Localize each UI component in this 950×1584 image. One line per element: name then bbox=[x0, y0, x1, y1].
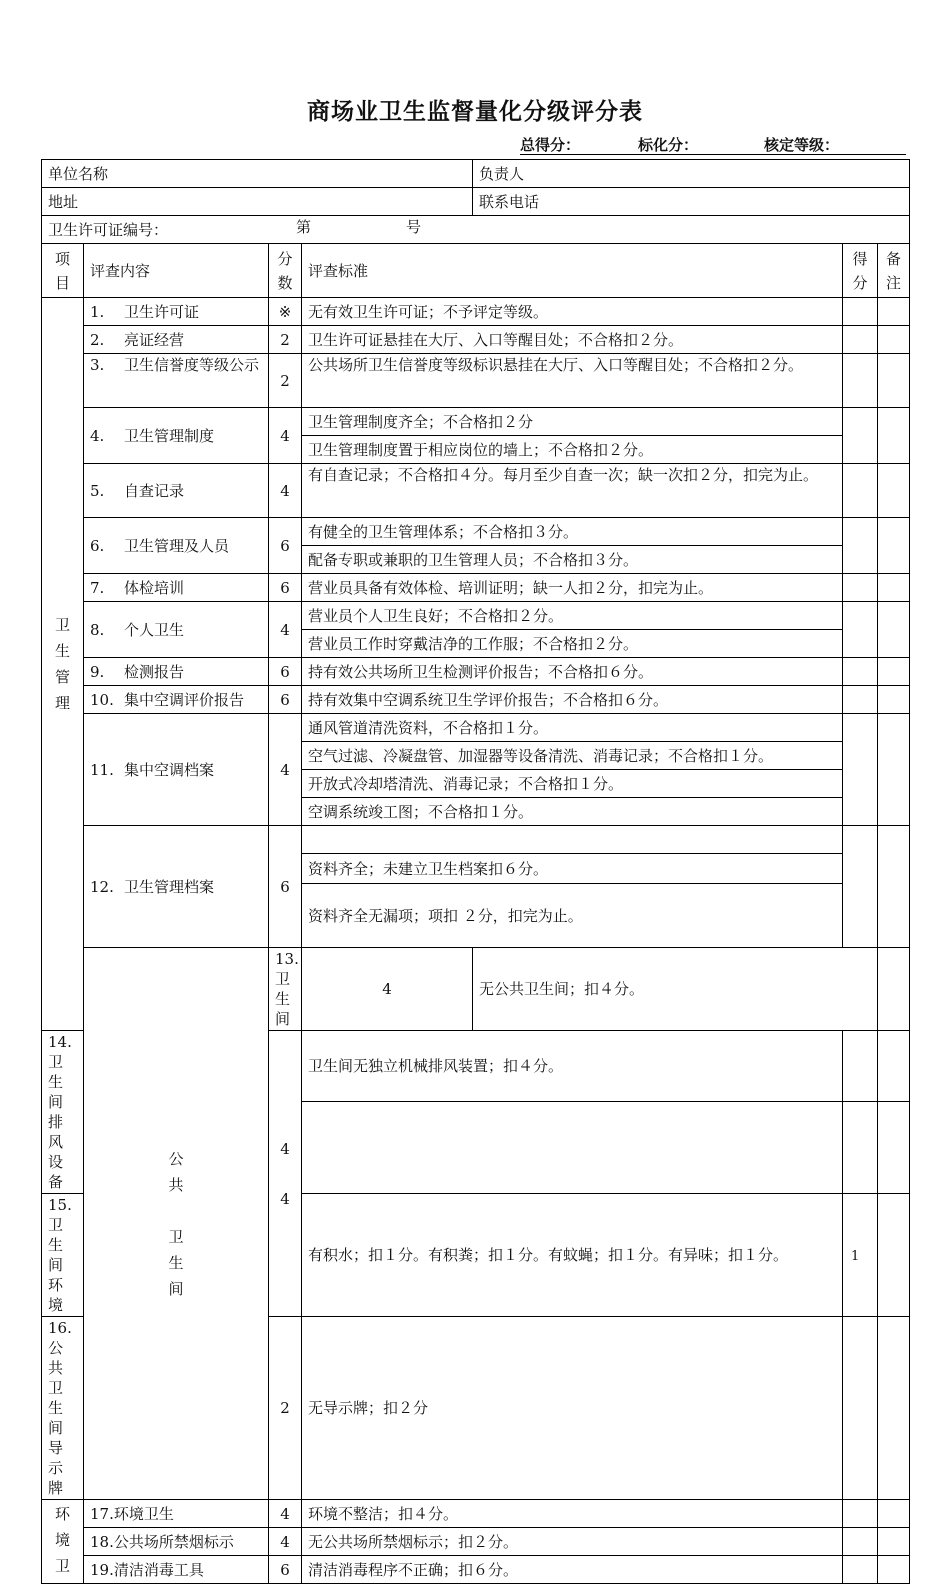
category-environment: 环 境 卫 bbox=[42, 1500, 84, 1584]
address-cell[interactable] bbox=[42, 188, 473, 216]
got-score-cell[interactable] bbox=[843, 1556, 878, 1584]
item-score-r15: 4 bbox=[280, 1189, 290, 1208]
table-row bbox=[42, 408, 910, 436]
got-score-cell[interactable] bbox=[843, 326, 878, 354]
item-name-cell: 17.环境卫生 bbox=[84, 1500, 269, 1528]
note-cell[interactable] bbox=[878, 518, 910, 574]
item-name-cell: 3. 卫生信誉度等级公示 bbox=[84, 354, 269, 408]
item-score: 6 bbox=[269, 574, 302, 602]
header-standard: 评查标准 bbox=[302, 244, 843, 298]
score-summary-line bbox=[520, 134, 906, 155]
item-name-cell: 12. 卫生管理档案 bbox=[84, 826, 269, 948]
item-standard: 无公共卫生间；扣４分。 bbox=[473, 948, 878, 1031]
item-score: 6 bbox=[269, 518, 302, 574]
license-hao: 号 bbox=[406, 218, 422, 236]
item-name-cell: 19.清洁消毒工具 bbox=[84, 1556, 269, 1584]
table-row bbox=[42, 714, 910, 742]
got-score-cell[interactable] bbox=[843, 1031, 878, 1102]
got-score-cell[interactable] bbox=[843, 298, 878, 326]
item-standard: 营业员工作时穿戴洁净的工作服；不合格扣２分。 bbox=[302, 630, 843, 658]
item-standard: 有积水；扣１分。有积粪；扣１分。有蚊蝇；扣１分。有异味；扣１分。 bbox=[302, 1194, 843, 1317]
standard-score-label: 标化分： bbox=[638, 136, 699, 154]
item-standard: 有自查记录；不合格扣４分。每月至少自查一次；缺一次扣２分，扣完为止。 bbox=[302, 464, 843, 518]
item-standard: 卫生管理制度置于相应岗位的墙上；不合格扣２分。 bbox=[302, 436, 843, 464]
table-row bbox=[42, 326, 910, 354]
table-row bbox=[42, 686, 910, 714]
note-cell[interactable] bbox=[878, 1500, 910, 1528]
item-name-cell: 8. 个人卫生 bbox=[84, 602, 269, 658]
category-hygiene-management: 卫 生 管 理 bbox=[42, 298, 84, 1031]
got-score-cell[interactable] bbox=[843, 1528, 878, 1556]
got-score-cell[interactable] bbox=[843, 1500, 878, 1528]
item-score: 2 bbox=[269, 1317, 302, 1500]
item-standard: 无有效卫生许可证；不予评定等级。 bbox=[302, 298, 843, 326]
address-label: 地址 bbox=[48, 192, 79, 211]
item-score: 4 bbox=[269, 408, 302, 464]
item-score-r14: 4 bbox=[280, 1139, 290, 1158]
note-cell[interactable] bbox=[878, 658, 910, 686]
item-standard: 无公共场所禁烟标示；扣２分。 bbox=[302, 1528, 843, 1556]
item-standard: 卫生管理制度齐全；不合格扣２分 bbox=[302, 408, 843, 436]
table-row bbox=[42, 518, 910, 546]
item-standard: 卫生间无独立机械排风装置；扣４分。 bbox=[302, 1031, 843, 1102]
item-name-cell: 1. 卫生许可证 bbox=[84, 298, 269, 326]
note-cell[interactable] bbox=[878, 354, 910, 408]
item-standard: 环境不整洁；扣４分。 bbox=[302, 1500, 843, 1528]
item-standard: 公共场所卫生信誉度等级标识悬挂在大厅、入口等醒目处；不合格扣２分。 bbox=[302, 354, 843, 408]
license-label: 卫生许可证编号： bbox=[48, 220, 169, 239]
item-name-cell: 5. 自查记录 bbox=[84, 464, 269, 518]
got-score-cell[interactable] bbox=[843, 354, 878, 408]
note-cell[interactable] bbox=[878, 602, 910, 658]
table-row bbox=[42, 574, 910, 602]
item-standard: 资料齐全无漏项；项扣 ２分，扣完为止。 bbox=[302, 884, 843, 948]
license-cell[interactable] bbox=[42, 216, 910, 244]
item-score: 6 bbox=[269, 686, 302, 714]
item-name-cell: 18.公共场所禁烟标示 bbox=[84, 1528, 269, 1556]
item-name-cell: 13.卫生间 bbox=[269, 948, 302, 1031]
table-row bbox=[42, 354, 910, 408]
note-cell[interactable] bbox=[878, 326, 910, 354]
table-row bbox=[42, 948, 910, 1031]
note-cell[interactable] bbox=[878, 1194, 910, 1317]
item-score: 4 bbox=[302, 948, 473, 1031]
unit-name-label: 单位名称 bbox=[48, 164, 109, 183]
table-row bbox=[42, 1500, 910, 1528]
got-score-cell[interactable] bbox=[843, 518, 878, 574]
item-standard: 无导示牌；扣２分 bbox=[302, 1317, 843, 1500]
item-score: 6 bbox=[269, 658, 302, 686]
item-score: 4 bbox=[269, 464, 302, 518]
page-number: 1 bbox=[851, 1249, 860, 1264]
got-score-cell[interactable] bbox=[843, 602, 878, 658]
item-score: 6 bbox=[269, 826, 302, 948]
grade-label: 核定等级： bbox=[764, 136, 840, 154]
header-score: 分 数 bbox=[269, 244, 302, 298]
item-standard: 营业员个人卫生良好；不合格扣２分。 bbox=[302, 602, 843, 630]
item-score: 2 bbox=[269, 354, 302, 408]
table-row bbox=[42, 826, 910, 854]
item-standard: 有健全的卫生管理体系；不合格扣３分。 bbox=[302, 518, 843, 546]
person-label: 负责人 bbox=[479, 164, 525, 183]
table-row bbox=[42, 298, 910, 326]
item-name-cell: 16.公共卫生间导示牌 bbox=[42, 1317, 84, 1500]
item-standard: 开放式冷却塔清洗、消毒记录；不合格扣１分。 bbox=[302, 770, 843, 798]
note-cell[interactable] bbox=[878, 1556, 910, 1584]
table-row bbox=[42, 464, 910, 518]
item-name-cell: 9. 检测报告 bbox=[84, 658, 269, 686]
item-score: 4 bbox=[269, 1528, 302, 1556]
note-cell[interactable] bbox=[878, 298, 910, 326]
item-standard: 清洁消毒程序不正确；扣６分。 bbox=[302, 1556, 843, 1584]
person-cell[interactable] bbox=[473, 160, 910, 188]
item-standard: 配备专职或兼职的卫生管理人员；不合格扣３分。 bbox=[302, 546, 843, 574]
item-score: ※ bbox=[269, 298, 302, 326]
item-score: 4 bbox=[269, 714, 302, 826]
item-standard: 持有效集中空调系统卫生学评价报告；不合格扣６分。 bbox=[302, 686, 843, 714]
got-score-cell[interactable] bbox=[843, 686, 878, 714]
item-name-cell: 2. 亮证经营 bbox=[84, 326, 269, 354]
header-got: 得 分 bbox=[843, 244, 878, 298]
item-standard: 营业员具备有效体检、培训证明；缺一人扣２分，扣完为止。 bbox=[302, 574, 843, 602]
note-cell[interactable] bbox=[878, 464, 910, 518]
note-cell[interactable] bbox=[878, 1031, 910, 1102]
item-standard: 卫生许可证悬挂在大厅、入口等醒目处；不合格扣２分。 bbox=[302, 326, 843, 354]
note-cell[interactable] bbox=[878, 408, 910, 464]
got-score-cell[interactable] bbox=[843, 826, 878, 948]
note-cell[interactable] bbox=[878, 1528, 910, 1556]
table-row bbox=[42, 602, 910, 630]
item-name-cell: 7. 体检培训 bbox=[84, 574, 269, 602]
got-score-cell[interactable] bbox=[843, 408, 878, 464]
item-standard bbox=[302, 1102, 843, 1194]
header-content: 评查内容 bbox=[84, 244, 269, 298]
got-score-cell[interactable] bbox=[843, 464, 878, 518]
table-row bbox=[42, 1556, 910, 1584]
item-name-cell: 6. 卫生管理及人员 bbox=[84, 518, 269, 574]
got-score-cell[interactable] bbox=[843, 574, 878, 602]
total-score-label: 总得分： bbox=[520, 136, 581, 154]
phone-cell[interactable] bbox=[473, 188, 910, 216]
got-score-cell[interactable] bbox=[843, 1102, 878, 1194]
header-note: 备 注 bbox=[878, 244, 910, 298]
note-cell[interactable] bbox=[878, 714, 910, 826]
table-row bbox=[42, 1528, 910, 1556]
item-score: 2 bbox=[269, 326, 302, 354]
item-standard: 资料齐全；未建立卫生档案扣６分。 bbox=[302, 854, 843, 884]
item-score: 4 bbox=[269, 602, 302, 658]
note-cell[interactable] bbox=[878, 826, 910, 948]
unit-name-cell[interactable] bbox=[42, 160, 473, 188]
license-di: 第 bbox=[296, 218, 312, 236]
item-score: 4 bbox=[269, 1500, 302, 1528]
item-name-cell: 11. 集中空调档案 bbox=[84, 714, 269, 826]
item-score: 6 bbox=[269, 1556, 302, 1584]
category-public-toilet: 公 共 卫 生 间 bbox=[84, 948, 269, 1500]
item-standard: 通风管道清洗资料，不合格扣１分。 bbox=[302, 714, 843, 742]
got-score-cell[interactable] bbox=[843, 714, 878, 826]
table-row bbox=[42, 658, 910, 686]
item-standard: 空气过滤、冷凝盘管、加湿器等设备清洗、消毒记录；不合格扣１分。 bbox=[302, 742, 843, 770]
note-cell[interactable] bbox=[878, 686, 910, 714]
item-standard bbox=[302, 826, 843, 854]
item-standard: 持有效公共场所卫生检测评价报告；不合格扣６分。 bbox=[302, 658, 843, 686]
item-name-cell: 14.卫生间排风设备 bbox=[42, 1031, 84, 1194]
header-item: 项 目 bbox=[42, 244, 84, 298]
phone-label: 联系电话 bbox=[479, 192, 540, 211]
got-score-cell[interactable] bbox=[843, 658, 878, 686]
item-name-cell: 10. 集中空调评价报告 bbox=[84, 686, 269, 714]
item-name-cell: 4. 卫生管理制度 bbox=[84, 408, 269, 464]
got-score-cell[interactable] bbox=[843, 1194, 878, 1317]
scoring-table bbox=[41, 159, 910, 1584]
item-standard: 空调系统竣工图；不合格扣１分。 bbox=[302, 798, 843, 826]
got-score-cell[interactable] bbox=[878, 948, 910, 1031]
note-cell[interactable] bbox=[878, 574, 910, 602]
item-name-cell: 15.卫生间环境 bbox=[42, 1194, 84, 1317]
page-title: 商场业卫生监督量化分级评分表 bbox=[307, 99, 643, 125]
item-score bbox=[269, 1031, 302, 1317]
note-cell[interactable] bbox=[878, 1102, 910, 1194]
